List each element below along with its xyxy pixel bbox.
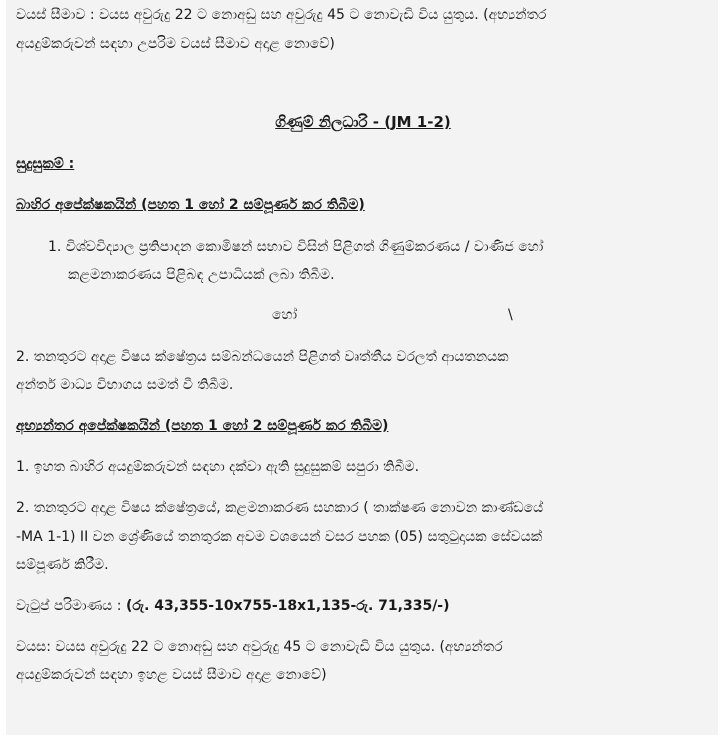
qualifications-heading: සුදුසුකම් : (16, 156, 75, 172)
external-item1-line2: කළමනාකරණය පිළිබඳ උපාධියක් ලබා තිබීම. (68, 267, 335, 283)
internal-item2-line2: -MA 1-1) II වන ශ්‍රේණියේ තනතුරක අවම වශයෙන් වසර පහක (05) සතුටුදායක සේවයක් (16, 529, 543, 545)
document-page (6, 0, 718, 735)
internal-item1: 1. ඉහත බාහිර අයදුම්කරුවන් සඳහා දක්වා ඇති සුදුසුකම් සපුරා තිබීම. (16, 459, 420, 475)
external-item2-line1: 2. තනතුරට අදාළ විෂය ක්ෂේත්‍රය සම්බන්ධයෙන් පිළිගත් වෘත්තීය වරලත් ආයතනයක (16, 349, 509, 365)
salary-label: වැටුප් පරිමාණය : (16, 598, 126, 614)
post-title: ගිණුම් නිලධාරි - (JM 1-2) (275, 113, 451, 131)
internal-candidates-heading: අභ්‍යන්තර අපේක්ෂකයින් (පහත 1 හෝ 2 සම්පූර්ණ කර තිබීම) (16, 418, 389, 434)
age-limit-bottom-line1: වයස: වයස අවුරුදු 22 ට නොඅඩු සහ අවුරුදු 45 ට නොවැඩි විය යුතුය. (අභ්‍යන්තර (16, 639, 503, 655)
external-candidates-heading: බාහිර අපේක්ෂකයින් (පහත 1 හෝ 2 සම්පූර්ණ කර තිබීම) (16, 197, 365, 213)
age-limit-top-line2: අයදුම්කරුවන් සඳහා උපරිම වයස් සීමාව අදාළ නොවේ) (16, 36, 335, 52)
backslash-mark: \ (508, 307, 513, 323)
salary-value: (රු. 43,355-10x755-18x1,135-රු. 71,335/-) (125, 598, 450, 614)
internal-item2-line3: සම්පූර්ණ කිරීම. (16, 557, 109, 573)
age-limit-bottom-line2: අයදුම්කරුවන් සඳහා ඉහළ වයස් සීමාව අදාළ නොවේ) (16, 667, 327, 683)
age-limit-top-line1: වයස් සීමාව : වයස අවුරුදු 22 ට නොඅඩු සහ අවුරුදු 45 ට නොවැඩි විය යුතුය. (අභ්‍යන්තර (16, 7, 547, 23)
external-item2-line2: අන්තර් මාධ්‍ය විභාගය සමත් වී තිබීම. (16, 377, 234, 393)
internal-item2-line1: 2. තනතුරට අදාළ විෂය ක්ෂේත්‍රයේ, කළමනාකරණ සහකාර ( තාක්ෂණ නොවන කාණ්ඩයේ (16, 500, 544, 516)
external-item1-line1: 1. විශ්වවිද්‍යාල ප්‍රතිපාදන කොමිෂන් සභාව විසින් පිළිගත් ගිණුම්කරණය / වාණිජ හෝ (48, 239, 544, 255)
salary-scale (16, 594, 710, 619)
or-text: හෝ (272, 307, 298, 323)
